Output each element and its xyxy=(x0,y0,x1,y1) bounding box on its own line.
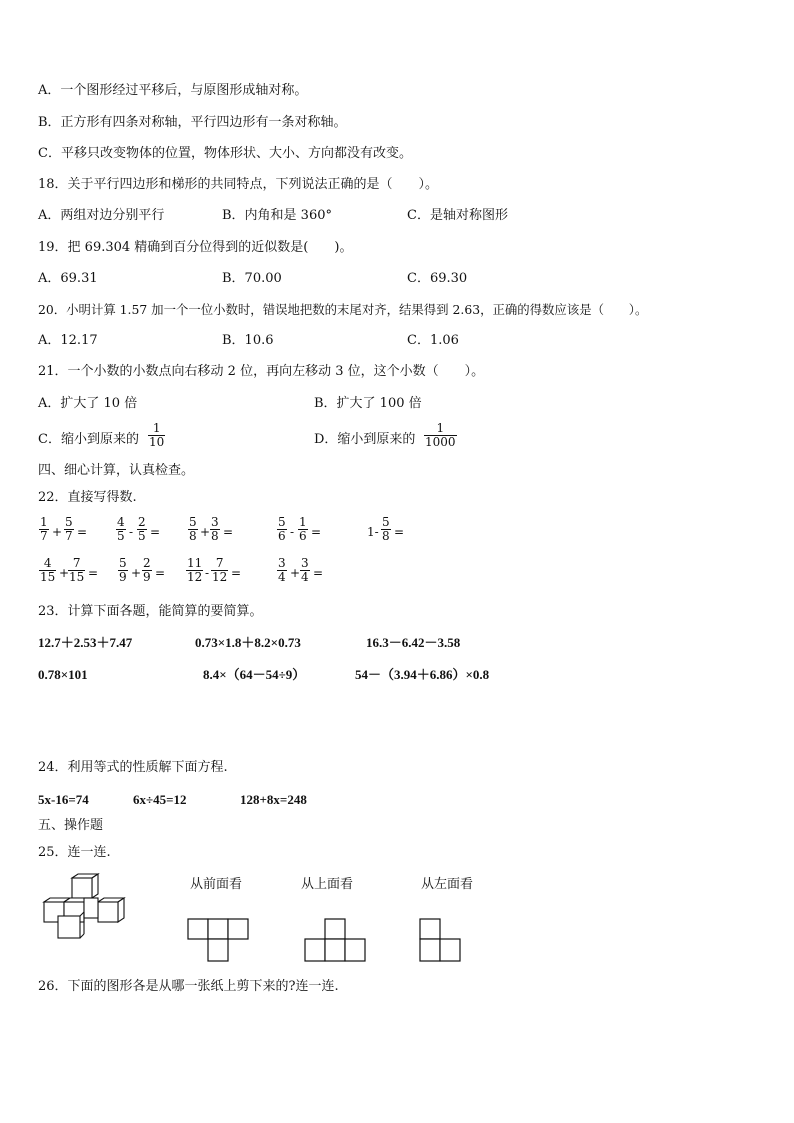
denominator: 10 xyxy=(149,435,165,449)
q18-option-c: C．是轴对称图形 xyxy=(407,208,508,223)
view-shape-l[interactable] xyxy=(419,918,465,964)
fraction: $\frac{5}{7}$ xyxy=(65,515,73,543)
q21-option-a: A．扩大了 10 倍 xyxy=(38,396,138,411)
fraction: $\frac{3}{8}$ xyxy=(211,515,219,543)
cube-solid-figure[interactable] xyxy=(40,872,140,944)
denominator: 1000 xyxy=(425,435,456,449)
q23-expr-2: 0.73×1.8＋8.2×0.73 xyxy=(195,635,301,650)
fraction: $\frac{4}{5}$ xyxy=(117,515,125,543)
fraction: $\frac{2}{5}$ xyxy=(138,515,146,543)
fraction: $\frac{7}{15}$ xyxy=(69,556,85,584)
q17-option-a: A．一个图形经过平移后，与原图形成轴对称。 xyxy=(38,83,308,98)
q23-expr-1: 12.7＋2.53＋7.47 xyxy=(38,635,133,650)
q20-option-a: A．12.17 xyxy=(38,333,98,348)
label-front-view: 从前面看 xyxy=(190,877,243,892)
q25-stem: 25．连一连. xyxy=(38,845,111,860)
numerator: 1 xyxy=(436,421,445,435)
q18-option-b: B．内角和是 360° xyxy=(222,208,332,223)
fraction: $\frac{5}{8}$ xyxy=(382,515,390,543)
q18-option-a: A．两组对边分别平行 xyxy=(38,208,165,223)
q21-stem: 21．一个小数的小数点向右移动 2 位，再向左移动 3 位，这个小数（ ）。 xyxy=(38,364,485,379)
fraction: $\frac{2}{9}$ xyxy=(143,556,151,584)
q17-option-c: C．平移只改变物体的位置，物体形状、大小、方向都没有改变。 xyxy=(38,146,412,161)
q21-d-fraction xyxy=(424,422,457,449)
q18-stem: 18．关于平行四边形和梯形的共同特点，下列说法正确的是（ ）。 xyxy=(38,177,439,192)
q23-expr-3: 16.3－6.42－3.58 xyxy=(366,635,461,650)
fraction: $\frac{3}{4}$ xyxy=(278,556,286,584)
q20-option-c: C．1.06 xyxy=(407,333,459,348)
view-shape-t[interactable] xyxy=(187,918,251,964)
q17-option-b: B．正方形有四条对称轴，平行四边形有一条对称轴。 xyxy=(38,115,347,130)
fraction: $\frac{4}{15}$ xyxy=(40,556,56,584)
q24-eq-3: 128+8x=248 xyxy=(240,792,307,807)
q20-stem: 20．小明计算 1.57 加一个一位小数时，错误地把数的末尾对齐，结果得到 2.63，正确的得数应该是（ ）。 xyxy=(38,302,648,317)
q23-expr-6: 54－（3.94＋6.86）×0.8 xyxy=(355,667,490,682)
q24-eq-1: 5x-16=74 xyxy=(38,792,89,807)
q21-option-d: D．缩小到原来的 xyxy=(314,432,416,447)
fraction: $\frac{1}{6}$ xyxy=(299,515,307,543)
q21-option-c: C．缩小到原来的 xyxy=(38,432,139,447)
q23-stem: 23．计算下面各题，能简算的要简算。 xyxy=(38,604,263,619)
fraction: $\frac{5}{9}$ xyxy=(119,556,127,584)
fraction: $\frac{1}{7}$ xyxy=(40,515,48,543)
q19-option-c: C．69.30 xyxy=(407,271,468,286)
q23-expr-4: 0.78×101 xyxy=(38,667,88,682)
fraction: $\frac{5}{8}$ xyxy=(189,515,197,543)
q23-expr-5: 8.4×（64－54÷9） xyxy=(203,667,306,682)
label-top-view: 从上面看 xyxy=(301,877,354,892)
fraction: $\frac{11}{12}$ xyxy=(187,556,203,584)
fraction: $\frac{5}{6}$ xyxy=(278,515,286,543)
q26-stem: 26．下面的图形各是从哪一张纸上剪下来的?连一连. xyxy=(38,979,339,994)
numerator: 1 xyxy=(152,421,161,435)
q24-eq-2: 6x÷45=12 xyxy=(133,792,187,807)
q22-stem: 22．直接写得数. xyxy=(38,490,137,505)
view-shape-inverted-t[interactable] xyxy=(304,918,368,964)
q19-option-a: A．69.31 xyxy=(38,271,98,286)
section-5-heading: 五、操作题 xyxy=(38,818,104,833)
q21-option-b: B．扩大了 100 倍 xyxy=(314,396,422,411)
q20-option-b: B．10.6 xyxy=(222,333,274,348)
q24-stem: 24．利用等式的性质解下面方程. xyxy=(38,760,228,775)
q19-stem: 19．把 69.304 精确到百分位得到的近似数是( )。 xyxy=(38,240,353,255)
fraction: $\frac{7}{12}$ xyxy=(212,556,228,584)
q21-c-fraction xyxy=(148,422,165,449)
fraction: $\frac{3}{4}$ xyxy=(301,556,309,584)
section-4-heading: 四、细心计算，认真检查。 xyxy=(38,463,195,478)
q19-option-b: B．70.00 xyxy=(222,271,282,286)
label-left-view: 从左面看 xyxy=(421,877,474,892)
